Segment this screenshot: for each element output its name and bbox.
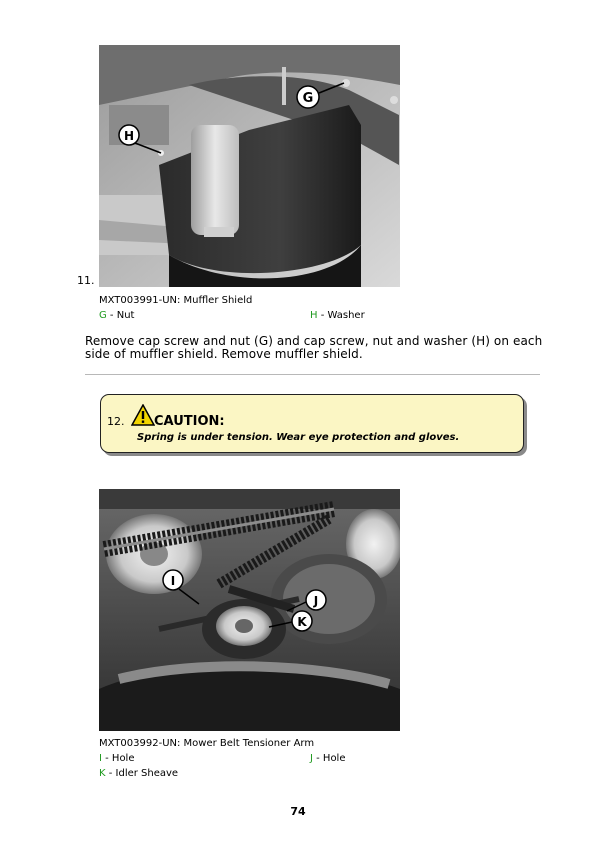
svg-text:I: I	[170, 574, 176, 588]
figure-caption-belt-tensioner: MXT003992-UN: Mower Belt Tensioner Arm	[99, 738, 315, 749]
divider	[85, 374, 540, 375]
legend-item-h	[310, 310, 365, 321]
svg-text:H: H	[123, 129, 135, 143]
legend-label: - Hole	[312, 753, 346, 764]
legend-label: - Nut	[106, 310, 135, 321]
svg-text:K: K	[297, 615, 307, 629]
legend-item-j	[310, 753, 346, 764]
legend-key: J	[310, 753, 313, 764]
figure-muffler-shield	[99, 45, 400, 287]
figure-belt-tensioner-arm	[99, 489, 400, 731]
page-number: 74	[290, 805, 306, 818]
legend-key: K	[99, 768, 106, 779]
muffler-shield-photo	[99, 45, 400, 287]
legend-item-k	[99, 768, 178, 779]
svg-text:J: J	[313, 594, 319, 608]
svg-text:G: G	[302, 91, 314, 106]
figure-caption-muffler-shield: MXT003991-UN: Muffler Shield	[99, 295, 253, 306]
caution-title: CAUTION:	[154, 414, 225, 429]
caution-text: Spring is under tension. Wear eye protection and gloves.	[137, 432, 460, 443]
legend-key: I	[99, 753, 102, 764]
caution-box	[100, 394, 524, 453]
warning-triangle-icon	[131, 404, 155, 430]
legend-item-g	[99, 310, 134, 321]
step-12-number: 12.	[107, 415, 125, 428]
legend-item-i	[99, 753, 135, 764]
legend-label: - Washer	[317, 310, 365, 321]
legend-label: - Idler Sheave	[105, 768, 179, 779]
legend-key: G	[99, 310, 107, 321]
step-11-instruction: Remove cap screw and nut (G) and cap screw, nut and washer (H) on each side of muffler shield. Remove muffler shield.	[85, 334, 543, 361]
legend-label: - Hole	[101, 753, 135, 764]
belt-tensioner-photo	[99, 489, 400, 731]
step-11-number: 11.	[77, 274, 95, 287]
legend-key: H	[310, 310, 318, 321]
